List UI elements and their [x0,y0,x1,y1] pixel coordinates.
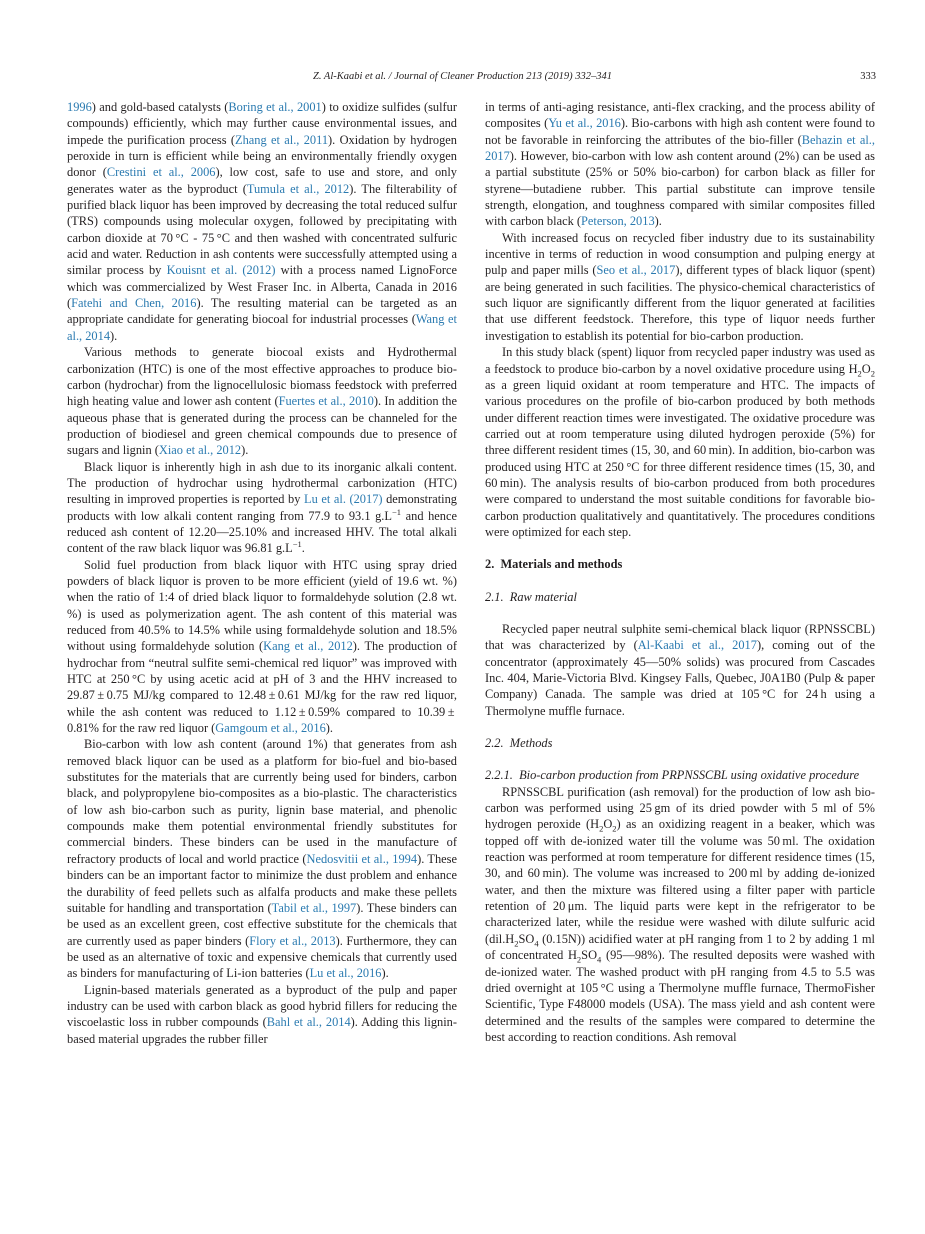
citation-link[interactable]: Zhang et al., 2011 [235,132,329,147]
citation-link[interactable]: Seo et al., 2017 [596,263,676,278]
subsection-heading: 2.2. Methods [485,736,553,751]
citation-link[interactable]: Lu et al. (2017) [304,492,383,507]
citation-link[interactable]: Flory et al., 2013 [249,933,336,948]
citation-link[interactable]: Lu et al., 2016 [309,966,382,981]
citation-link[interactable]: Tumula et al., 2012 [246,181,350,196]
paragraph: 1996) and gold-based catalysts (Boring et al., 2001) to oxidize sulfides (sulfur compounds) efficiently, which may further cause environmental issues, and impede the purification process (Zhang et al., 2011). Oxidation by hydrogen peroxide in turn is efficient while being an environmentally friendly oxygen donor (Crestini et al., 2006), low cost, safe to use and store, and only generates water as the byproduct (Tumula et al., 2012). The filterability of purified black liquor has been improved by decreasing the total reduced sulfur (TRS) compounds using molecular oxygen, followed by precipitating with carbon dioxide at 70 °C - 75 °C and then washed with concentrated sulfuric acid and water. Reduction in ash contents were successfully attempted using a similar process by Kouisnt et al. (2012) with a process named LignoForce which was commercialized by West Fraser Inc. in Alberta, Canada in 2016 (Fatehi and Chen, 2016). The resulting material can be targeted as an appropriate candidate for generating biocoal for industrial processes (Wang et al., 2014). [67,100,458,343]
paragraph: Bio-carbon with low ash content (around 1%) that generates from ash removed black liquor can be used as a platform for bio-fuel and bio-based substitutes for the materials that are currently being used for binders, carbon black, and polypropylene bio-composites as a bio-plastic. The characteristics of low ash bio-carbon such as purity, lignin base material, and phenolic compounds make them potential environmental friendly substitutes for commercial binders. These binders can be used in the manufacture of refractory products of local and world practice (Nedosvitii et al., 1994). These binders can be an important factor to minimize the dust problem and enhance the durability of feed pellets such as alfalfa products and make these pellets suitable for handling and transportation (Tabil et al., 1997). These binders can be used as an excellent green, cost effective substitute for the chemicals that are currently used as paper binders (Flory et al., 2013). Furthermore, they can be used as an alternative of toxic and expensive chemicals that currently used as binders for manufacturing of Li-ion batteries (Lu et al., 2016). [67,737,457,981]
citation-link[interactable]: Fuertes et al., 2010 [278,394,374,409]
paragraph: Various methods to generate biocoal exists and Hydrothermal carbonization (HTC) is one of the most effective approaches to produce bio-carbon (hydrochar) from the lignocellulosic biomass feedstock with preferred high heating value and lower ash content (Fuertes et al., 2010). In addition the aqueous phase that is generated during the process can be channeled for the production of biodiesel and green chemical compounds due to presence of sugars and lignin (Xiao et al., 2012). [67,345,457,458]
paragraph: Lignin-based materials generated as a byproduct of the pulp and paper industry can be used with carbon black as good hybrid fillers for reducing the viscoelastic loss in rubber compounds (Bahl et al., 2014). Adding this lignin-based material upgrades the rubber filler [67,982,457,1046]
paragraph: RPNSSCBL purification (ash removal) for the production of low ash bio-carbon was performed using 25 gm of its dried powder with 5 ml of 5% hydrogen peroxide $(H_2O_2)$ as an oxidizing reagent in a beaker, which was topped off with de-ionized water till the volume was 50 ml. The oxidation reaction was performed at room temperature for different residence times (15, 30, and 60 min). The volume was increased to 200 ml by adding de-ionized water, and then the mixture was filtered using a filter paper with particle retention of 20 μm. The liquid parts were kept in the refrigerator to be characterized later, while the residue were washed with dilute sulfuric acid ($dil.H_2SO_4$ (0.15N)) acidified water at pH ranging from 1 to 2 by adding 1 ml of concentrated $H_2SO_4$ (95—98%). The resulted deposits were washed with de-ionized water. The washed product with pH ranging from 4.5 to 5.5 was dried overnight at 105 °C using a Thermolyne muffle furnace, ThermoFisher Scientific, Type F48000 models (USA). The mass yield and ash content were determined and the results of the samples were compared to determine the best according to reaction conditions. Ash removal [485,784,875,1044]
paragraph: Solid fuel production from black liquor with HTC using spray dried powders of black liquor is proven to be more efficient (yield of 19.6 wt. %) when the ratio of 1:4 of dried black liquor to formaldehyde solution (2.8 wt. %) is used as polymerization agent. The ash content of this material was reduced from 40.5% to 14.5% while using formaldehyde solution and 18.5% without using formaldehyde solution (Kang et al., 2012). The production of hydrochar from “neutral sulfite semi-chemical red liquor” was improved with HTC at 250 °C by using acetic acid at pH of 3 and the HHV increased to 29.87 ± 0.75 MJ/kg compared to 12.48 ± 0.61 MJ/kg for the raw red liquor, while the ash content was reduced to 1.12 ± 0.59% compared to 10.39 ± 0.81% for the raw red liquor (Gamgoum et al., 2016). [67,557,457,736]
paragraph: In this study black (spent) liquor from recycled paper industry was used as a feedstock to produce bio-carbon by a novel oxidative procedure using $H_2O_2$ as a green liquid oxidant at room temperature and HTC. The impacts of various procedures on the profile of bio-carbon produced by both methods under different reaction times were investigated. The oxidative procedure was carried out at room temperature using diluted hydrogen peroxide (5%) for three different resident times (15, 30, and 60 min). In addition, bio-carbon was produced using HTC at 250 °C for three different residence times (15, 30, and 60 min). The analysis results of bio-carbon produced from both procedures were compared to understand the most suitable conditions for favorable bio-carbon production qualitatively and quantitatively. The procedures conditions were optimized for each step. [485,345,875,539]
subsection-heading: 2.1. Raw material [485,589,577,604]
citation-link[interactable]: Tabil et al., 1997 [271,900,357,915]
citation-link[interactable]: Kouisnt et al. (2012) [166,263,276,278]
running-title: Z. Al-Kaabi et al. / Journal of Cleaner Production 213 (2019) 332–341 [313,71,612,82]
running-header [0,71,925,87]
page-number: 333 [860,71,876,82]
citation-link[interactable]: Wang et al., 2014 [67,312,457,343]
subsubsection-heading: 2.2.1. Bio-carbon production from PRPNSSCBL using oxidative procedure [485,768,860,783]
paragraph: in terms of anti-aging resistance, anti-flex cracking, and the process ability of composites (Yu et al., 2016). Bio-carbons with high ash content were found to not be favorable in reinforcing the attributes of the bio-filler (Behazin et al., 2017). However, bio-carbon with low ash content around (2%) can be used as a partial substitute (25% or 50% bio-carbon) for carbon black as filler for styrene—butadiene rubber. This partial substitute can improve tensile strength, elongation, and toughness compared with similar composites filled with carbon black (Peterson, 2013). [485,100,876,229]
citation-link[interactable]: 1996 [67,100,92,114]
citation-link[interactable]: Bahl et al., 2014 [266,1015,351,1030]
paragraph: Black liquor is inherently high in ash due to its inorganic alkali content. The production of hydrochar using hydrothermal carbonization (HTC) resulting in improved properties is reported by Lu et al. (2017) demonstrating products with low alkali content ranging from 77.9 to 93.1 $g.L^{-1}$ and hence reduced ash content of 12.20—25.10% and increased HHV. The total alkali content of the raw black liquor was 96.81 $g.L^{-1}$. [67,459,457,556]
citation-link[interactable]: Fatehi and Chen, 2016 [71,296,197,311]
paragraph: With increased focus on recycled fiber industry due to its sustainability incentive in terms of reduction in wood consumption and pulping energy at pulp and paper mills (Seo et al., 2017), different types of black liquor (spent) are being generated in such facilities. The physico-chemical characteristics of such liquor are significantly different from the liquor generated at facilities that use different feedstock. Therefore, this type of liquor needs further investigation to establish its potential for bio-carbon production. [485,230,875,343]
citation-link[interactable]: Yu et al., 2016 [548,116,621,131]
section-heading: 2. Materials and methods [485,557,623,572]
citation-link[interactable]: Xiao et al., 2012 [158,443,242,458]
citation-link[interactable]: Gamgoum et al., 2016 [215,721,326,736]
citation-link[interactable]: Peterson, 2013 [581,214,655,229]
right-column [485,99,875,1045]
citation-link[interactable]: Crestini et al., 2006 [106,165,216,180]
citation-link[interactable]: Al-Kaabi et al., 2017 [637,638,757,653]
citation-link[interactable]: Behazin et al., 2017 [485,132,876,164]
citation-link[interactable]: Nedosvitii et al., 1994 [306,851,418,866]
left-column [67,99,457,1047]
citation-link[interactable]: Boring et al., 2001 [228,100,322,114]
citation-link[interactable]: Kang et al., 2012 [263,639,353,654]
paragraph: Recycled paper neutral sulphite semi-chemical black liquor (RPNSSCBL) that was characterized by (Al-Kaabi et al., 2017), coming out of the concentrator (approximately 45—50% solids) was procured from Cascades Inc. 404, Marie-Victoria Blvd. Kingsey Falls, Quebec, J0A1B0 (Pulp & paper Company) Canada. The sample was dried at 105 °C for 24 h using a Thermolyne muffle furnace. [485,621,875,718]
